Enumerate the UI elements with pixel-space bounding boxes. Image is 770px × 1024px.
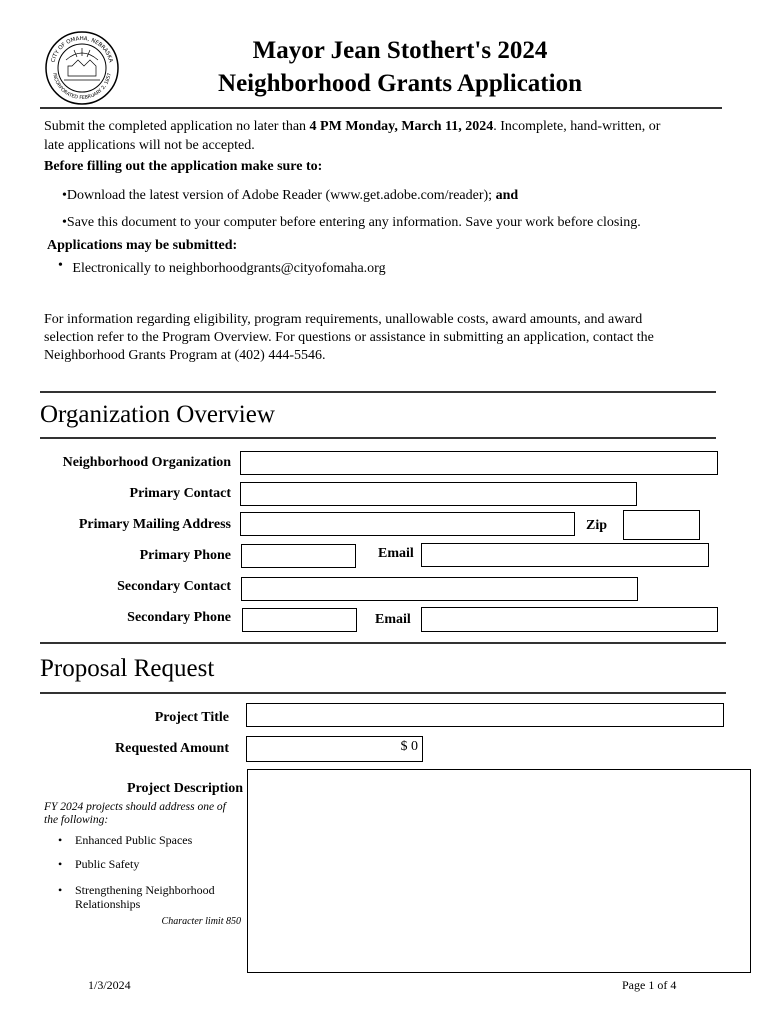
project-description-textarea[interactable] <box>247 769 751 973</box>
label-requested-amount: Requested Amount <box>115 741 229 756</box>
focus-item-label: Enhanced Public Spaces <box>75 833 193 847</box>
focus-list-item <box>58 833 62 847</box>
seal-text-top: CITY OF OMAHA, NEBRASKA <box>50 35 114 64</box>
section-divider-top <box>40 391 716 393</box>
label-neighborhood-org: Neighborhood Organization <box>62 455 231 470</box>
bullet-icon: • <box>58 857 63 871</box>
label-email-primary: Email <box>378 546 414 561</box>
info-line2: selection refer to the Program Overview. For questions or assistance in submitting an application, contact the <box>44 330 654 345</box>
character-limit-note: Character limit 850 <box>161 916 241 927</box>
secondary-contact-input[interactable] <box>241 577 638 601</box>
label-email-secondary: Email <box>375 612 411 627</box>
primary-phone-input[interactable] <box>241 544 356 568</box>
city-seal-logo <box>44 30 120 106</box>
bullet-icon: • <box>58 883 63 897</box>
seal-text-bottom: INCORPORATED FEBRUARY 2, 1857 <box>51 72 113 102</box>
bullet-icon: • <box>62 188 67 203</box>
bullet-icon: • <box>58 833 63 847</box>
footer-page-number: Page 1 of 4 <box>622 978 677 992</box>
section-divider-bottom <box>40 437 716 439</box>
section-divider-bottom <box>40 692 726 694</box>
label-primary-address: Primary Mailing Address <box>78 517 231 532</box>
label-project-description: Project Description <box>127 781 243 796</box>
submit-instructions-line2: late applications will not be accepted. <box>44 138 255 153</box>
description-note: FY 2024 projects should address one of the following: <box>44 801 226 826</box>
focus-list-item <box>58 857 62 871</box>
bullet-item-save: •Save this document to your computer before entering any information. Save your work before closing. <box>62 215 641 230</box>
page-title-line2: Neighborhood Grants Application <box>218 70 582 97</box>
info-line1: For information regarding eligibility, program requirements, unallowable costs, award amounts, and award <box>44 312 643 327</box>
label-secondary-phone: Secondary Phone <box>127 610 231 625</box>
footer-date: 1/3/2024 <box>88 978 131 992</box>
zip-input[interactable] <box>623 510 700 540</box>
bullet-icon: • <box>62 215 67 230</box>
focus-list-item <box>58 883 62 897</box>
bullet-item-email <box>58 260 386 278</box>
submitted-heading: Applications may be submitted: <box>47 238 238 253</box>
label-zip: Zip <box>586 518 608 533</box>
bullet-item-adobe: •Download the latest version of Adobe Reader (www.get.adobe.com/reader); and <box>62 188 519 203</box>
section-divider-top <box>40 642 726 644</box>
label-primary-contact: Primary Contact <box>129 486 231 501</box>
header-divider <box>40 107 722 109</box>
bullet-icon: • <box>58 258 63 273</box>
focus-item-label: Strengthening Neighborhood Relationships <box>75 883 215 911</box>
deadline: 4 PM Monday, March 11, 2024 <box>309 119 494 134</box>
requested-amount-input[interactable]: $ 0 <box>246 736 423 762</box>
page-title-line1: Mayor Jean Stothert's 2024 <box>252 37 548 64</box>
label-secondary-contact: Secondary Contact <box>117 579 231 594</box>
project-title-input[interactable] <box>246 703 724 727</box>
primary-contact-input[interactable] <box>240 482 637 506</box>
info-line3: Neighborhood Grants Program at (402) 444-5546. <box>44 348 326 363</box>
submission-email: Electronically to neighborhoodgrants@cityofomaha.org <box>72 261 386 276</box>
submit-instructions: Submit the completed application no later than 4 PM Monday, March 11, 2024. Incomplete, hand-written, or <box>44 119 661 134</box>
label-project-title: Project Title <box>154 710 229 725</box>
section-title-organization: Organization Overview <box>40 401 275 428</box>
label-primary-phone: Primary Phone <box>139 548 231 563</box>
section-title-proposal: Proposal Request <box>40 655 215 682</box>
secondary-email-input[interactable] <box>421 607 718 632</box>
secondary-phone-input[interactable] <box>242 608 357 632</box>
focus-item-label: Public Safety <box>75 857 140 871</box>
primary-address-input[interactable] <box>240 512 575 536</box>
neighborhood-org-input[interactable] <box>240 451 718 475</box>
primary-email-input[interactable] <box>421 543 709 567</box>
before-heading: Before filling out the application make sure to: <box>44 159 323 174</box>
